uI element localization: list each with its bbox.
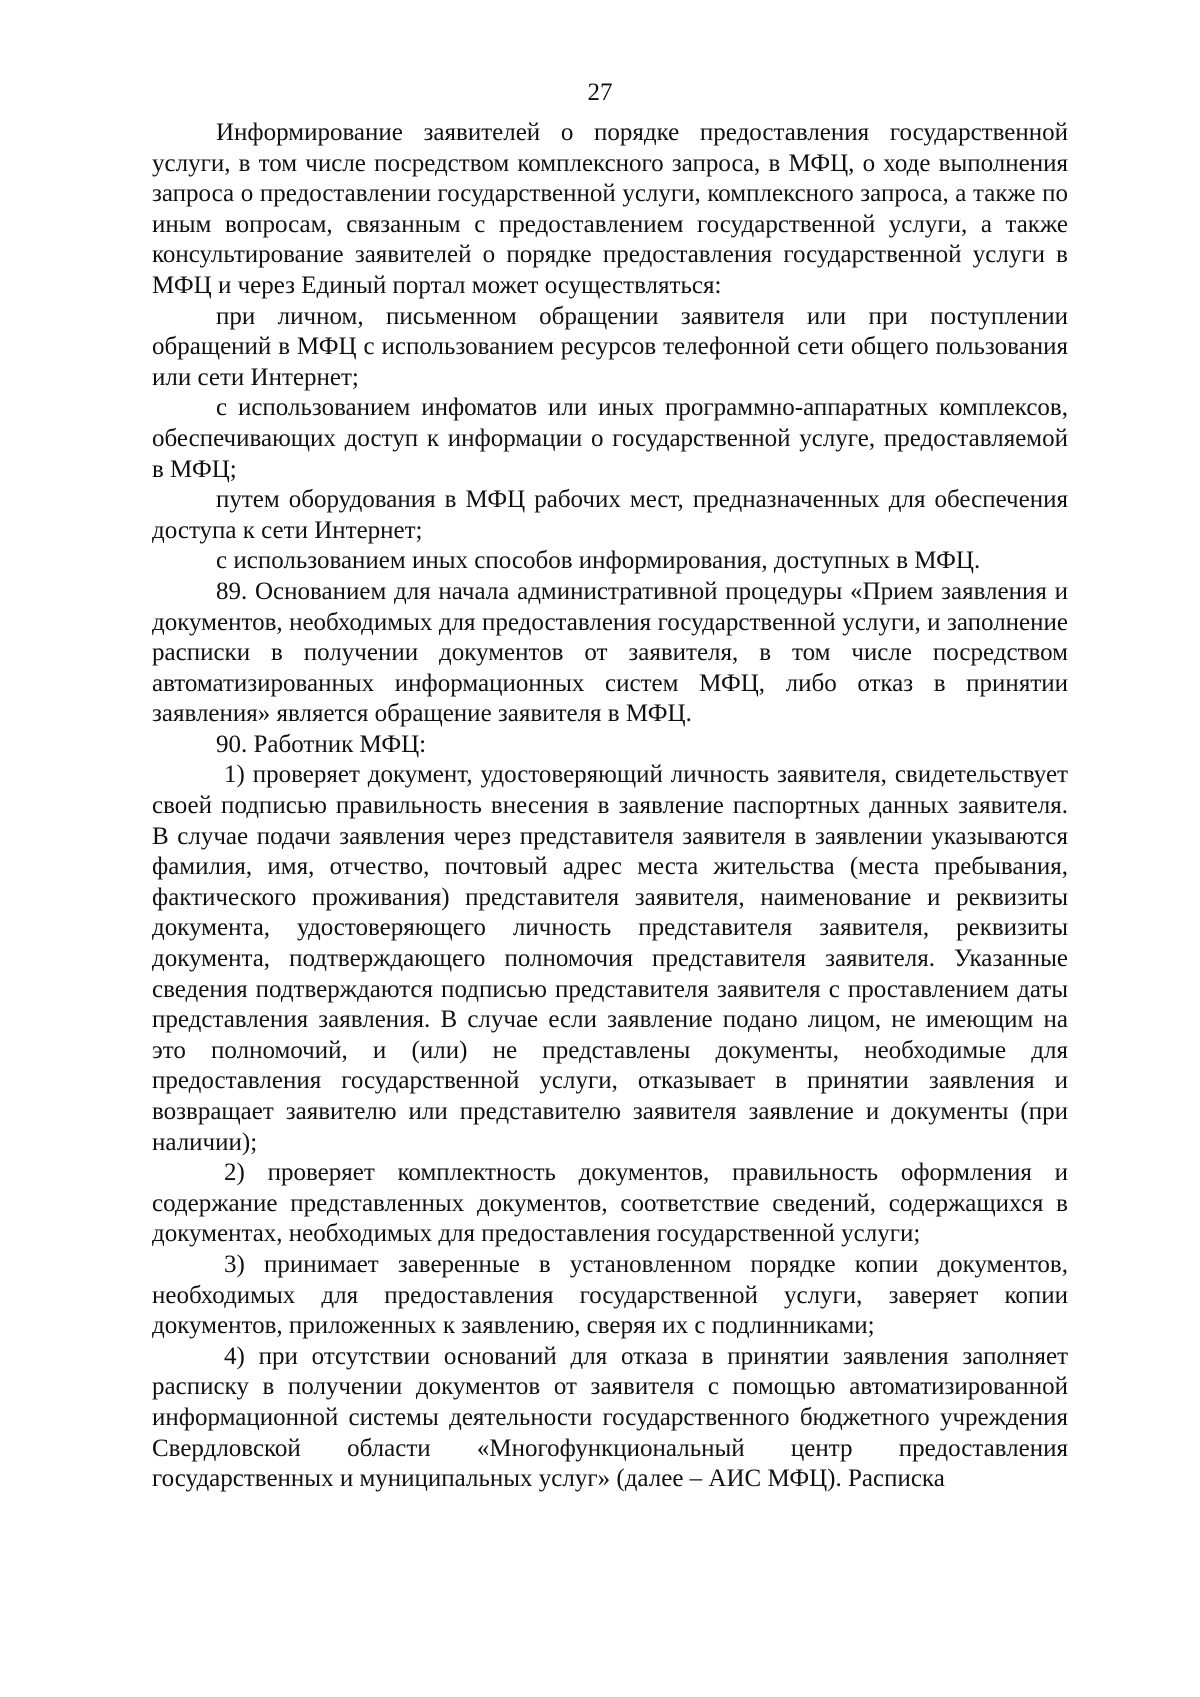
document-body — [152, 118, 1068, 1495]
paragraph-workplaces: путем оборудования в МФЦ рабочих мест, предназначенных для обеспечения доступа к сети Интернет; — [152, 486, 1068, 544]
list-item-3: 3) принимает заверенные в установленном порядке копии документов, необходимых для предоставления государственной услуги, заверяет копии документов, приложенных к заявлению, сверяя их с подлинниками; — [152, 1250, 1068, 1340]
list-item-4: 4) при отсутствии оснований для отказа в принятии заявления заполняет расписку в получении документов от заявителя с помощью автоматизированной информационной системы деятельности государственного бюджетного учреждения Свердловской области «Многофункциональный центр предоставления государственных и муниципальных услуг» (далее – АИС МФЦ). Расписка — [152, 1342, 1068, 1493]
paragraph-informing-intro: Информирование заявителей о порядке предоставления государственной услуги, в том числе посредством комплексного запроса, в МФЦ, о ходе выполнения запроса о предоставлении государственной услуги, комплексного запроса, а также по иным вопросам, связанным с предоставлением государственной услуги, а также консультирование заявителей о порядке предоставления государственной услуги в МФЦ и через Единый портал может осуществляться: — [152, 119, 1068, 299]
list-item-1: 1) проверяет документ, удостоверяющий личность заявителя, свидетельствует своей подписью правильность внесения в заявление паспортных данных заявителя. В случае подачи заявления через представителя заявителя в заявлении указываются фамилия, имя, отчество, почтовый адрес места жительства (места пребывания, фактического проживания) представителя заявителя, наименование и реквизиты документа, удостоверяющего личность представителя заявителя, реквизиты документа, подтверждающего полномочия представителя заявителя. Указанные сведения подтверждаются подписью представителя заявителя с проставлением даты представления заявления. В случае если заявление подано лицом, не имеющим на это полномочий, и (или) не представлены документы, необходимые для предоставления государственной услуги, отказывает в принятии заявления и возвращает заявителю или представителю заявителя заявление и документы (при наличии); — [152, 761, 1068, 1156]
page-number: 27 — [587, 79, 613, 106]
paragraph-90-heading: 90. Работник МФЦ: — [216, 730, 427, 758]
paragraph-infomats: с использованием инфоматов или иных программно-аппаратных комплексов, обеспечивающих доступ к информации о государственной услуге, предоставляемой в МФЦ; — [152, 394, 1068, 483]
paragraph-89: 89. Основанием для начала административной процедуры «Прием заявления и документов, необходимых для предоставления государственной услуги, и заполнение расписки в получении документов от заявителя, в том числе посредством автоматизированных информационных систем МФЦ, либо отказ в принятии заявления» является обращение заявителя в МФЦ. — [152, 577, 1068, 728]
list-item-2: 2) проверяет комплектность документов, правильность оформления и содержание представленных документов, соответствие сведений, содержащихся в документах, необходимых для предоставления государственной услуги; — [152, 1159, 1068, 1248]
paragraph-other-methods: с использованием иных способов информирования, доступных в МФЦ. — [216, 547, 981, 575]
paragraph-personal-request: при личном, письменном обращении заявителя или при поступлении обращений в МФЦ с использованием ресурсов телефонной сети общего пользования или сети Интернет; — [152, 302, 1068, 391]
